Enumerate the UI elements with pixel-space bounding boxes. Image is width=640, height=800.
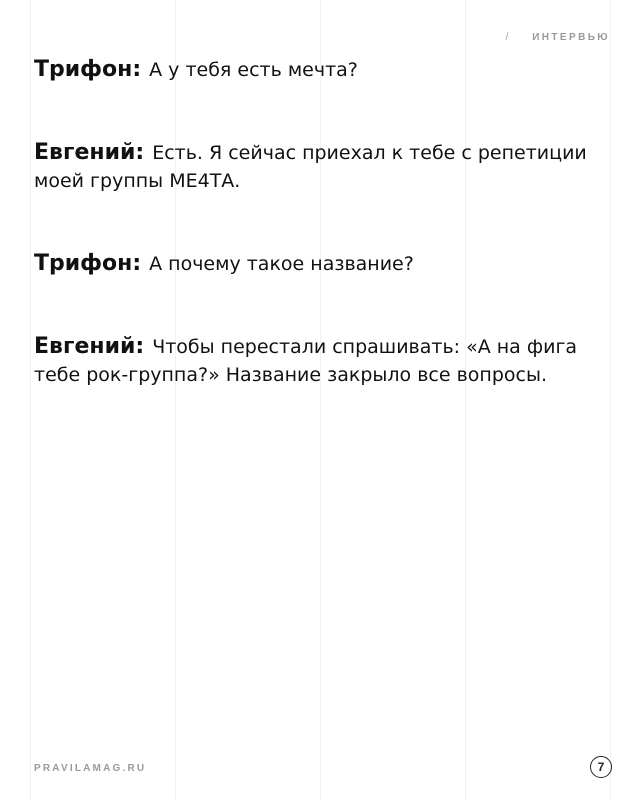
- speaker-name: Евгений:: [34, 334, 145, 359]
- speaker-name: Евгений:: [34, 140, 145, 165]
- section-header: [505, 32, 610, 43]
- site-url[interactable]: PRAVILAMAG.RU: [34, 763, 147, 774]
- dialogue-line: [34, 250, 594, 278]
- page-number-badge: 7: [590, 756, 612, 778]
- grid-line: [30, 0, 31, 800]
- speech-text: Чтобы перестали спрашивать: «А на фига тебе рок-группа?» Название закрыло все вопросы.: [34, 336, 578, 386]
- header-divider: /: [505, 32, 509, 43]
- grid-line: [610, 0, 611, 800]
- speech-text: Есть. Я сейчас приехал к тебе с репетиции моей группы МЕ4ТА.: [34, 142, 587, 192]
- dialogue-line: [34, 56, 594, 84]
- dialogue-line: [34, 333, 594, 389]
- speaker-name: Трифон:: [34, 251, 142, 276]
- dialogue-line: [34, 139, 594, 195]
- speech-text: А почему такое название?: [149, 253, 414, 275]
- speaker-name: Трифон:: [34, 57, 142, 82]
- section-title: ИНТЕРВЬЮ: [532, 32, 610, 43]
- interview-dialogue: [34, 56, 594, 444]
- speech-text: А у тебя есть мечта?: [149, 59, 358, 81]
